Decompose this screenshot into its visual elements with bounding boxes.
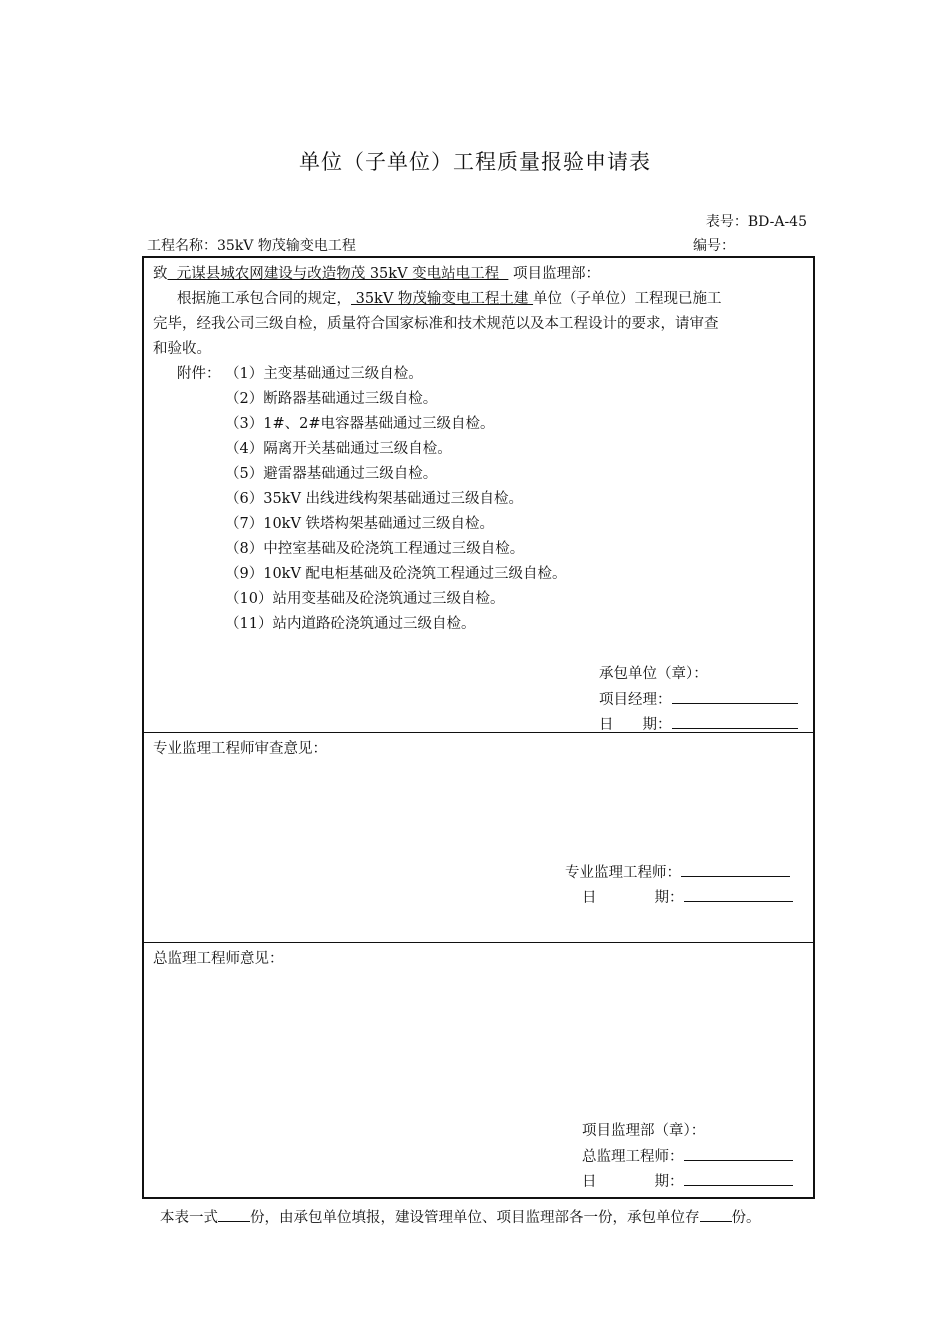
chief-date-label: 日 期： <box>582 1174 684 1190</box>
body-line-3: 和验收。 <box>153 341 211 357</box>
copies-count-field[interactable] <box>218 1207 250 1222</box>
chief-date-line <box>582 1171 793 1192</box>
supervision-dept-seal-label: 项目监理部（章）： <box>582 1123 706 1139</box>
contractor-date-field[interactable] <box>672 714 798 729</box>
attachment-item: （3）1#、2#电容器基础通过三级自检。 <box>225 416 495 432</box>
specialist-review-section <box>144 733 813 943</box>
footer-text: 份。 <box>731 1210 761 1226</box>
specialist-date-label: 日 期： <box>582 890 684 906</box>
chief-opinion-heading: 总监理工程师意见： <box>153 951 284 967</box>
chief-engineer-signature-field[interactable] <box>684 1146 793 1161</box>
attachment-item: （11）站内道路砼浇筑通过三级自检。 <box>225 616 476 632</box>
project-manager-label: 项目经理： <box>599 692 672 708</box>
specialist-engineer-signature-field[interactable] <box>681 862 790 877</box>
specialist-date-field[interactable] <box>684 887 793 902</box>
attachment-item: （7）10kV 铁塔构架基础通过三级自检。 <box>225 516 495 532</box>
chief-engineer-line <box>582 1146 793 1167</box>
attachment-item: （4）隔离开关基础通过三级自检。 <box>225 441 452 457</box>
attachments-label: 附件： <box>177 366 221 382</box>
chief-engineer-label: 总监理工程师： <box>582 1149 684 1165</box>
addressee-prefix: 致 <box>153 266 168 282</box>
contractor-date-label: 日 期： <box>599 717 672 733</box>
body-text: 根据施工承包合同的规定， <box>177 291 351 307</box>
body-project-name: 35kV 物茂输变电工程土建 <box>351 291 534 307</box>
form-number: 表号：BD-A-45 <box>705 214 807 230</box>
project-manager-signature-field[interactable] <box>672 689 798 704</box>
attachment-item: （9）10kV 配电柜基础及砼浇筑工程通过三级自检。 <box>225 566 567 582</box>
specialist-date-line <box>582 887 793 908</box>
footer-text: 份，由承包单位填报，建设管理单位、项目监理部各一份，承包单位存 <box>250 1210 700 1226</box>
attachment-item: （1）主变基础通过三级自检。 <box>225 366 423 382</box>
contractor-date-line <box>599 714 798 735</box>
specialist-engineer-label: 专业监理工程师： <box>565 865 681 881</box>
specialist-review-heading: 专业监理工程师审查意见： <box>153 741 327 757</box>
body-line-2: 完毕，经我公司三级自检，质量符合国家标准和技术规范以及本工程设计的要求，请审查 <box>153 316 719 332</box>
addressee-suffix: 项目监理部： <box>508 266 600 282</box>
chief-date-field[interactable] <box>684 1171 793 1186</box>
footer-note <box>160 1206 761 1227</box>
attachment-item: （6）35kV 出线进线构架基础通过三级自检。 <box>225 491 524 507</box>
chief-opinion-section <box>144 943 813 1197</box>
form-table <box>142 256 815 1199</box>
attachment-item: （2）断路器基础通过三级自检。 <box>225 391 438 407</box>
serial-number-label: 编号： <box>693 238 735 254</box>
addressee-line <box>153 264 600 284</box>
footer-text: 本表一式 <box>160 1210 218 1226</box>
attachment-item: （10）站用变基础及砼浇筑通过三级自检。 <box>225 591 505 607</box>
project-name: 工程名称：35kV 物茂输变电工程 <box>147 238 356 254</box>
specialist-engineer-line <box>565 862 790 883</box>
body-text: 单位（子单位）工程现已施工 <box>533 291 722 307</box>
page-title: 单位（子单位）工程质量报验申请表 <box>299 150 651 174</box>
addressee-organization: 元谋县城农网建设与改造物茂 35kV 变电站电工程 <box>167 266 509 282</box>
attachment-item: （8）中控室基础及砼浇筑工程通过三级自检。 <box>225 541 525 557</box>
contractor-seal-label: 承包单位（章）： <box>599 666 708 682</box>
attachment-item: （5）避雷器基础通过三级自检。 <box>225 466 438 482</box>
project-manager-line <box>599 689 798 710</box>
application-section <box>144 258 813 733</box>
body-line-1 <box>177 289 722 309</box>
contractor-copies-field[interactable] <box>700 1207 732 1222</box>
